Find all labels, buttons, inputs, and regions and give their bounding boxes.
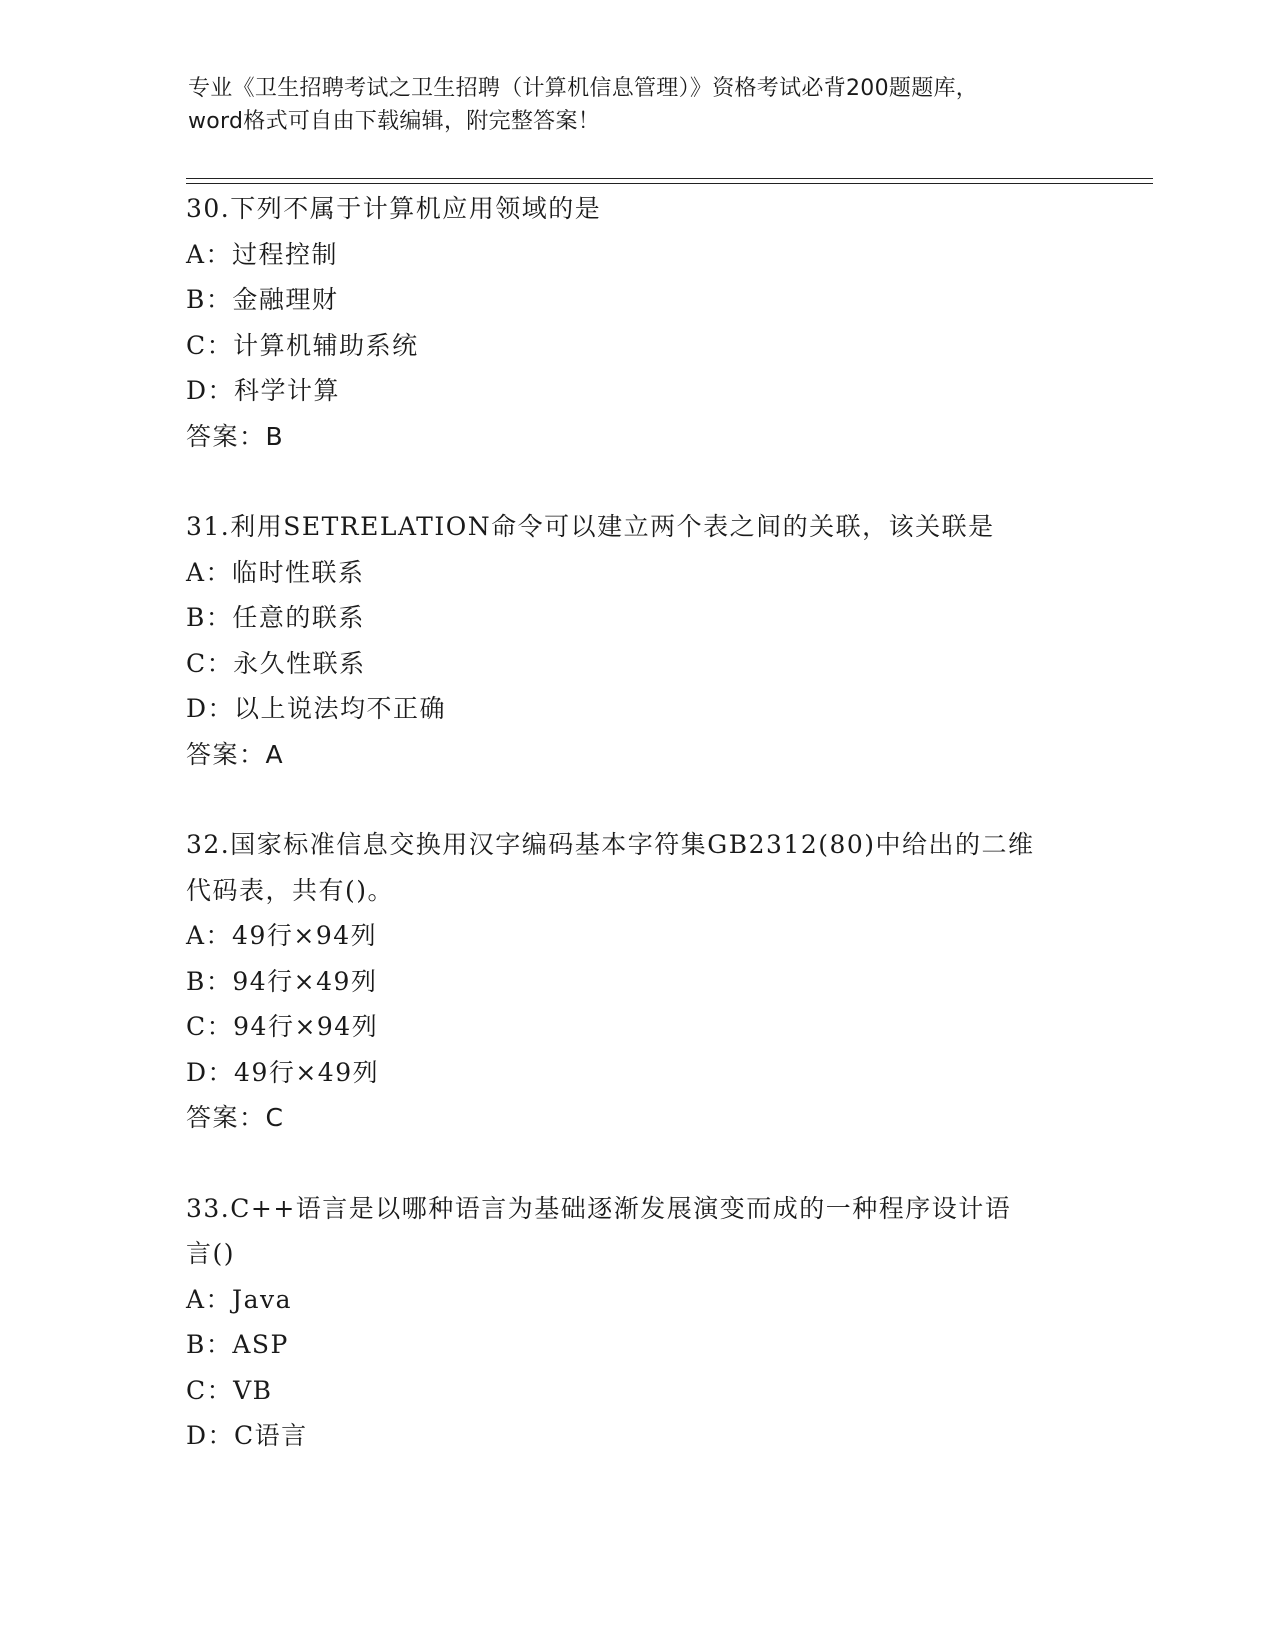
option-a: A：Java <box>186 1284 293 1314</box>
answer-line: 答案：C <box>186 1103 285 1132</box>
option-b: B：94行×49列 <box>186 966 378 996</box>
option-c: C：永久性联系 <box>186 648 366 678</box>
option-c: C：计算机辅助系统 <box>186 330 419 360</box>
option-d: D：以上说法均不正确 <box>186 694 447 723</box>
answer-line: 答案：B <box>186 421 285 451</box>
option-a: A：49行×94列 <box>186 921 378 950</box>
question-31 <box>186 504 1086 777</box>
header-divider-bottom <box>186 183 1153 184</box>
option-c: C：94行×94列 <box>186 1012 379 1041</box>
question-stem: 31.利用SETRELATION命令可以建立两个表之间的关联，该关联是 <box>186 512 995 541</box>
question-list <box>186 186 1086 1504</box>
question-stem: 33.C++语言是以哪种语言为基础逐渐发展演变而成的一种程序设计语 <box>186 1193 1012 1223</box>
header-line-2: word格式可自由下载编辑，附完整答案！ <box>188 109 601 134</box>
option-a: A：临时性联系 <box>186 557 365 587</box>
answer-line: 答案：A <box>186 739 285 769</box>
question-stem-continued: 言() <box>186 1239 236 1268</box>
question-30 <box>186 186 1086 459</box>
option-c: C：VB <box>186 1375 273 1405</box>
question-stem: 30.下列不属于计算机应用领域的是 <box>186 194 602 223</box>
question-32 <box>186 822 1086 1141</box>
document-header <box>188 72 1088 138</box>
header-line-1: 专业《卫生招聘考试之卫生招聘（计算机信息管理）》资格考试必背200题题库， <box>188 76 979 101</box>
question-stem-continued: 代码表，共有()。 <box>186 875 395 905</box>
question-stem: 32.国家标准信息交换用汉字编码基本字符集GB2312(80)中给出的二维 <box>186 830 1035 859</box>
option-b: B：任意的联系 <box>186 603 365 632</box>
option-d: D：49行×49列 <box>186 1057 380 1087</box>
question-33 <box>186 1186 1086 1459</box>
option-d: D：科学计算 <box>186 376 341 405</box>
option-d: D：C语言 <box>186 1421 308 1450</box>
option-b: B：金融理财 <box>186 285 339 314</box>
option-a: A：过程控制 <box>186 239 339 269</box>
option-b: B：ASP <box>186 1330 289 1359</box>
header-divider-top <box>186 178 1153 179</box>
